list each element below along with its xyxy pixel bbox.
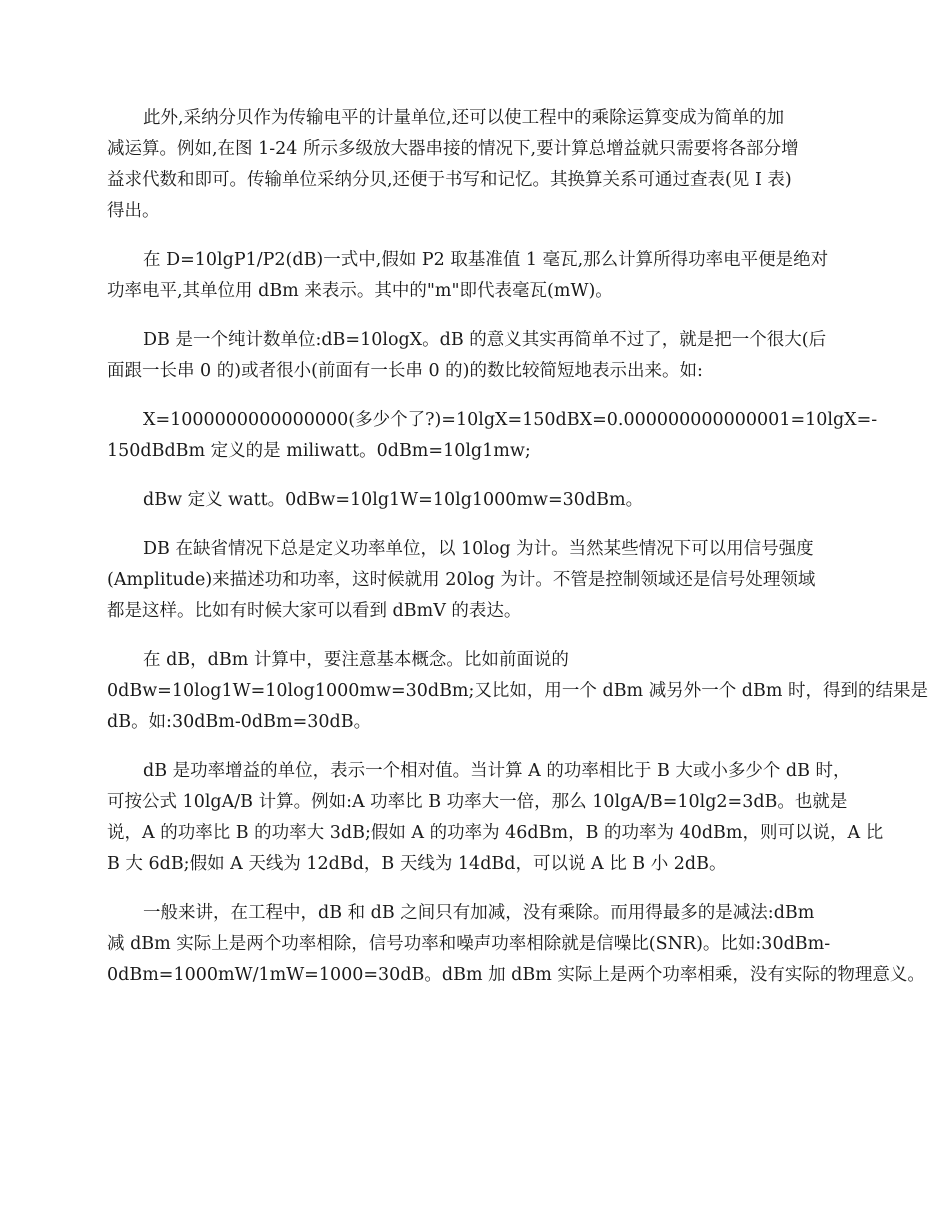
paragraph-line: 0dBm=1000mW/1mW=1000=30dB。dBm 加 dBm 实际上是两个功率相乘，没有实际的物理意义。 xyxy=(107,965,925,985)
paragraph-line: 都是这样。比如有时候大家可以看到 dBmV 的表达。 xyxy=(107,601,522,621)
paragraph-line: 面跟一长串 0 的)或者很小(前面有一长串 0 的)的数比较简短地表示出来。如: xyxy=(107,361,703,381)
paragraph-line: 此外,采纳分贝作为传输电平的计量单位,还可以使工程中的乘除运算变成为简单的加 xyxy=(143,108,785,128)
paragraph-line: 功率电平,其单位用 dBm 来表示。其中的"m"即代表毫瓦(mW)。 xyxy=(107,281,613,301)
paragraph-line: 150dBdBm 定义的是 miliwatt。0dBm=10lg1mw; xyxy=(107,441,531,461)
paragraph-dbm-definition xyxy=(107,245,847,307)
paragraph-db-arithmetic xyxy=(107,898,925,991)
paragraph-line: 益求代数和即可。传输单位采纳分贝,还便于书写和记忆。其换算关系可通过查表(见 I 表) xyxy=(107,170,792,190)
paragraph-line: 一般来讲，在工程中，dB 和 dB 之间只有加减，没有乘除。而用得最多的是减法:dBm xyxy=(143,903,815,923)
paragraph-line: dB 是功率增益的单位，表示一个相对值。当计算 A 的功率相比于 B 大或小多少个 dB 时， xyxy=(143,761,851,781)
paragraph-line: dBw 定义 watt。0dBw=10lg1W=10lg1000mw=30dBm。 xyxy=(143,490,644,510)
paragraph-line: 得出。 xyxy=(107,201,160,221)
paragraph-decibel-advantages xyxy=(107,103,847,227)
paragraph-line: B 大 6dB;假如 A 天线为 12dBd，B 天线为 14dBd，可以说 A 比 B 小 2dB。 xyxy=(107,854,727,874)
paragraph-db-example xyxy=(107,405,878,467)
paragraph-db-dbm-calculation xyxy=(107,645,928,738)
paragraph-line: 减运算。例如,在图 1-24 所示多级放大器串接的情况下,要计算总增益就只需要将各部分增 xyxy=(107,139,799,159)
paragraph-db-default-unit xyxy=(107,534,847,627)
paragraph-line: 减 dBm 实际上是两个功率相除，信号功率和噪声功率相除就是信噪比(SNR)。比如:30dBm- xyxy=(107,934,831,954)
paragraph-line: 在 dB，dBm 计算中，要注意基本概念。比如前面说的 xyxy=(143,650,569,670)
paragraph-line: X=1000000000000000(多少个了?)=10lgX=150dBX=0.000000000000001=10lgX=- xyxy=(143,410,878,430)
paragraph-line: DB 是一个纯计数单位:dB=10logX。dB 的意义其实再简单不过了，就是把一个很大(后 xyxy=(143,330,827,350)
paragraph-line: 在 D=10lgP1/P2(dB)一式中,假如 P2 取基准值 1 毫瓦,那么计算所得功率电平便是绝对 xyxy=(143,250,829,270)
paragraph-line: 可按公式 10lgA/B 计算。例如:A 功率比 B 功率大一倍，那么 10lgA/B=10lg2=3dB。也就是 xyxy=(107,792,848,812)
paragraph-line: 0dBw=10log1W=10log1000mw=30dBm;又比如，用一个 dBm 减另外一个 dBm 时，得到的结果是 xyxy=(107,681,928,701)
paragraph-dbw-definition xyxy=(107,485,847,516)
paragraph-line: 说，A 的功率比 B 的功率大 3dB;假如 A 的功率为 46dBm，B 的功率为 40dBm，则可以说，A 比 xyxy=(107,823,884,843)
paragraph-line: (Amplitude)来描述功和功率，这时候就用 20log 为计。不管是控制领域还是信号处理领域 xyxy=(107,570,816,590)
document-body xyxy=(107,103,928,1009)
paragraph-db-gain xyxy=(107,756,884,880)
paragraph-db-meaning xyxy=(107,325,847,387)
paragraph-line: DB 在缺省情况下总是定义功率单位，以 10log 为计。当然某些情况下可以用信号强度 xyxy=(143,539,814,559)
paragraph-line: dB。如:30dBm-0dBm=30dB。 xyxy=(107,712,372,732)
